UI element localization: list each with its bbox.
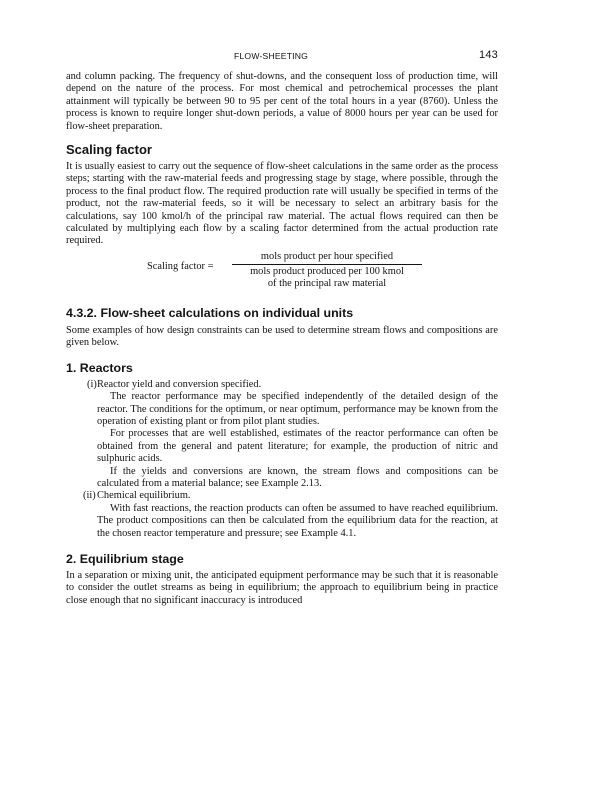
section-432-heading: 4.3.2. Flow-sheet calculations on individual units [66,305,354,320]
page-number: 143 [479,49,498,61]
scaling-factor-formula [66,251,498,293]
formula-denominator-line1: mols product produced per 100 kmol [250,265,404,277]
item-paragraph: For processes that are well established, estimates of the reactor performance can often be obtained from the general and patent literature; for example, the production of nitric and sulphuric acids. [97,428,498,465]
page-header [66,49,498,65]
item-lead: Chemical equilibrium. [97,490,191,502]
scaling-factor-heading: Scaling factor [66,142,152,158]
running-title: FLOW-SHEETING [234,51,309,61]
reactors-item-ii [66,490,498,540]
reactors-heading: 1. Reactors [66,360,133,375]
section-432-paragraph: Some examples of how design constraints can be used to determine stream flows and compositions are given below. [66,324,498,349]
book-page [66,49,498,607]
item-paragraph: The reactor performance may be specified independently of the detailed design of the reactor. The conditions for the optimum, or near optimum, performance may be known from the operation of existing plant or from pilot plant studies. [97,391,498,427]
scaling-factor-paragraph: It is usually easiest to carry out the sequence of flow-sheet calculations in the same order as the process steps; starting with the raw-material feeds and progressing stage by stage, where possible, through the process to the final product flow. The required production rate will usually be specified in terms of the product, not the raw-material feeds, so it will be necessary to select an arbitrary basis for the calculations, say 100 kmol/h of the principal raw material. The actual flows required can then be calculated by multiplying each flow by a scaling factor determined from the actual production rate required. [66,161,498,247]
intro-paragraph: and column packing. The frequency of shut-downs, and the consequent loss of production time, will depend on the nature of the process. For most chemical and petrochemical processes the plant attainment will typically be between 90 to 95 per cent of the total hours in a year (8760). Unless the process is known to require longer shut-down periods, a value of 8000 hours per year can be used for flow-sheet preparation. [66,71,498,132]
formula-denominator-line2: of the principal raw material [267,277,387,289]
formula-numerator: mols product per hour specified [260,250,394,262]
formula-fraction [232,251,422,290]
formula-lhs: Scaling factor = [147,260,214,272]
item-marker: (i) [87,378,97,390]
equilibrium-stage-paragraph: In a separation or mixing unit, the anticipated equipment performance may be such that it is reasonable to consider the outlet streams as being in equilibrium; the approach to equilibrium being in practice close enough that no significant inaccuracy is introduced [66,569,498,606]
item-lead: Reactor yield and conversion specified. [97,378,262,390]
equilibrium-stage-heading: 2. Equilibrium stage [66,551,184,566]
item-paragraph: If the yields and conversions are known, the stream flows and compositions can be calculated from a material balance; see Example 2.13. [97,465,498,489]
fraction-bar [232,264,422,265]
reactors-item-i [66,379,498,491]
item-marker: (ii) [83,490,96,502]
item-paragraph: With fast reactions, the reaction products can often be assumed to have reached equilibrium. The product compositions can then be calculated from the equilibrium data for the reaction, at the chosen reactor temperature and pressure; see Example 4.1. [97,502,498,539]
